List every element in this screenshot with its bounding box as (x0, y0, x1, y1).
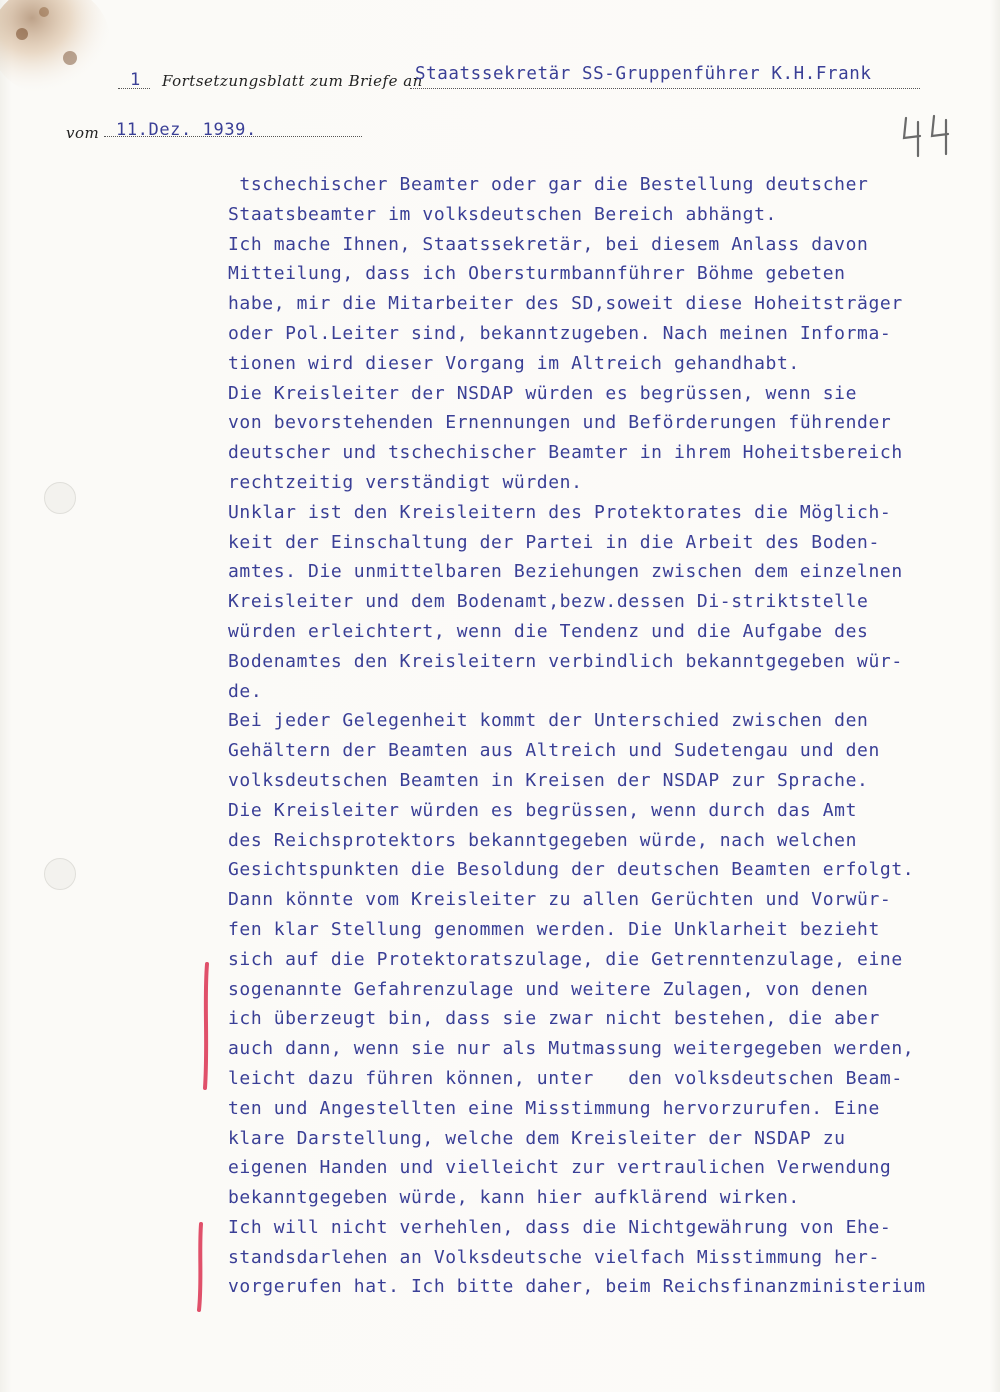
body-line: Bodenamtes den Kreisleitern verbindlich bekanntgegeben wür- (228, 650, 903, 672)
body-line: tionen wird dieser Vorgang im Altreich gehandhabt. (228, 352, 800, 374)
sheet-number: 1 (130, 70, 141, 90)
body-line: Unklar ist den Kreisleitern des Protektorates die Möglich- (228, 501, 892, 523)
body-line: Die Kreisleiter würden es begrüssen, wenn durch das Amt (228, 799, 858, 821)
body-line: Die Kreisleiter der NSDAP würden es begrüssen, wenn sie (228, 382, 858, 404)
punch-hole-top (44, 482, 76, 514)
red-margin-mark (202, 962, 210, 1090)
body-line: ten und Angestellten eine Misstimmung hervorzurufen. Eine (228, 1097, 880, 1119)
body-line: Gehältern der Beamten aus Altreich und Sudetengau und den (228, 740, 880, 762)
body-line: eigenen Handen und vielleicht zur vertraulichen Verwendung (228, 1157, 892, 1179)
body-line: auch dann, wenn sie nur als Mutmassung weitergegeben werden, (228, 1038, 915, 1060)
body-line: von bevorstehenden Ernennungen und Beförderungen führender (228, 412, 892, 434)
handwritten-page-number (900, 112, 960, 160)
punch-hole-bottom (44, 858, 76, 890)
body-line: Gesichtspunkten die Besoldung der deutschen Beamten erfolgt. (228, 859, 915, 881)
body-line: tschechischer Beamter oder gar die Bestellung deutscher (228, 174, 869, 195)
body-line: keit der Einschaltung der Partei in die Arbeit des Boden- (228, 531, 880, 553)
body-line: de. (228, 680, 263, 702)
body-line: Ich will nicht verhehlen, dass die Nichtgewährung von Ehe- (228, 1216, 892, 1238)
body-line: leicht dazu führen können, unter den volksdeutschen Beam- (228, 1067, 903, 1089)
body-line: Kreisleiter und dem Bodenamt,bezw.dessen Di-striktstelle (228, 591, 869, 613)
body-line: Staatsbeamter im volksdeutschen Bereich abhängt. (228, 203, 777, 225)
body-line: deutscher und tschechischer Beamter in ihrem Hoheitsbereich (228, 442, 903, 464)
body-line: Bei jeder Gelegenheit kommt der Unterschied zwischen den (228, 710, 869, 732)
body-line: amtes. Die unmittelbaren Beziehungen zwischen dem einzelnen (228, 561, 903, 583)
body-line: Ich mache Ihnen, Staatssekretär, bei diesem Anlass davon (228, 233, 869, 255)
body-line: standsdarlehen an Volksdeutsche vielfach Misstimmung her- (228, 1246, 880, 1268)
body-line: volksdeutschen Beamten in Kreisen der NSDAP zur Sprache. (228, 769, 869, 791)
body-line: fen klar Stellung genommen werden. Die Unklarheit bezieht (228, 918, 880, 940)
body-line: Mitteilung, dass ich Obersturmbannführer Böhme gebeten (228, 263, 846, 285)
body-line: Dann könnte vom Kreisleiter zu allen Gerüchten und Vorwür- (228, 889, 892, 911)
body-line: würden erleichtert, wenn die Tendenz und die Aufgabe des (228, 620, 869, 642)
red-margin-mark (196, 1222, 204, 1312)
body-line: sich auf die Protektoratszulage, die Getrenntenzulage, eine (228, 948, 903, 970)
body-line: sogenannte Gefahrenzulage und weitere Zulagen, von denen (228, 978, 869, 1000)
letter-body (228, 170, 988, 1302)
body-line: rechtzeitig verständigt würden. (228, 471, 583, 493)
burn-stain (0, 0, 110, 120)
body-line: oder Pol.Leiter sind, bekanntzugeben. Nach meinen Informa- (228, 322, 892, 344)
body-line: habe, mir die Mitarbeiter des SD,soweit diese Hoheitsträger (228, 293, 903, 315)
body-line: des Reichsprotektors bekanntgegeben würde, nach welchen (228, 829, 858, 851)
date-label: vom (66, 124, 100, 142)
body-line: vorgerufen hat. Ich bitte daher, beim Reichsfinanzministerium (228, 1276, 926, 1298)
body-line: bekanntgegeben würde, kann hier aufklärend wirken. (228, 1187, 800, 1209)
body-line: ich überzeugt bin, dass sie zwar nicht bestehen, die aber (228, 1008, 880, 1030)
recipient: Staatssekretär SS-Gruppenführer K.H.Frank (415, 64, 872, 84)
dotted-line (410, 88, 920, 89)
letter-date: 11.Dez. 1939. (116, 120, 257, 140)
body-line: klare Darstellung, welche dem Kreisleiter der NSDAP zu (228, 1127, 846, 1149)
continuation-label: Fortsetzungsblatt zum Briefe an (162, 72, 423, 90)
